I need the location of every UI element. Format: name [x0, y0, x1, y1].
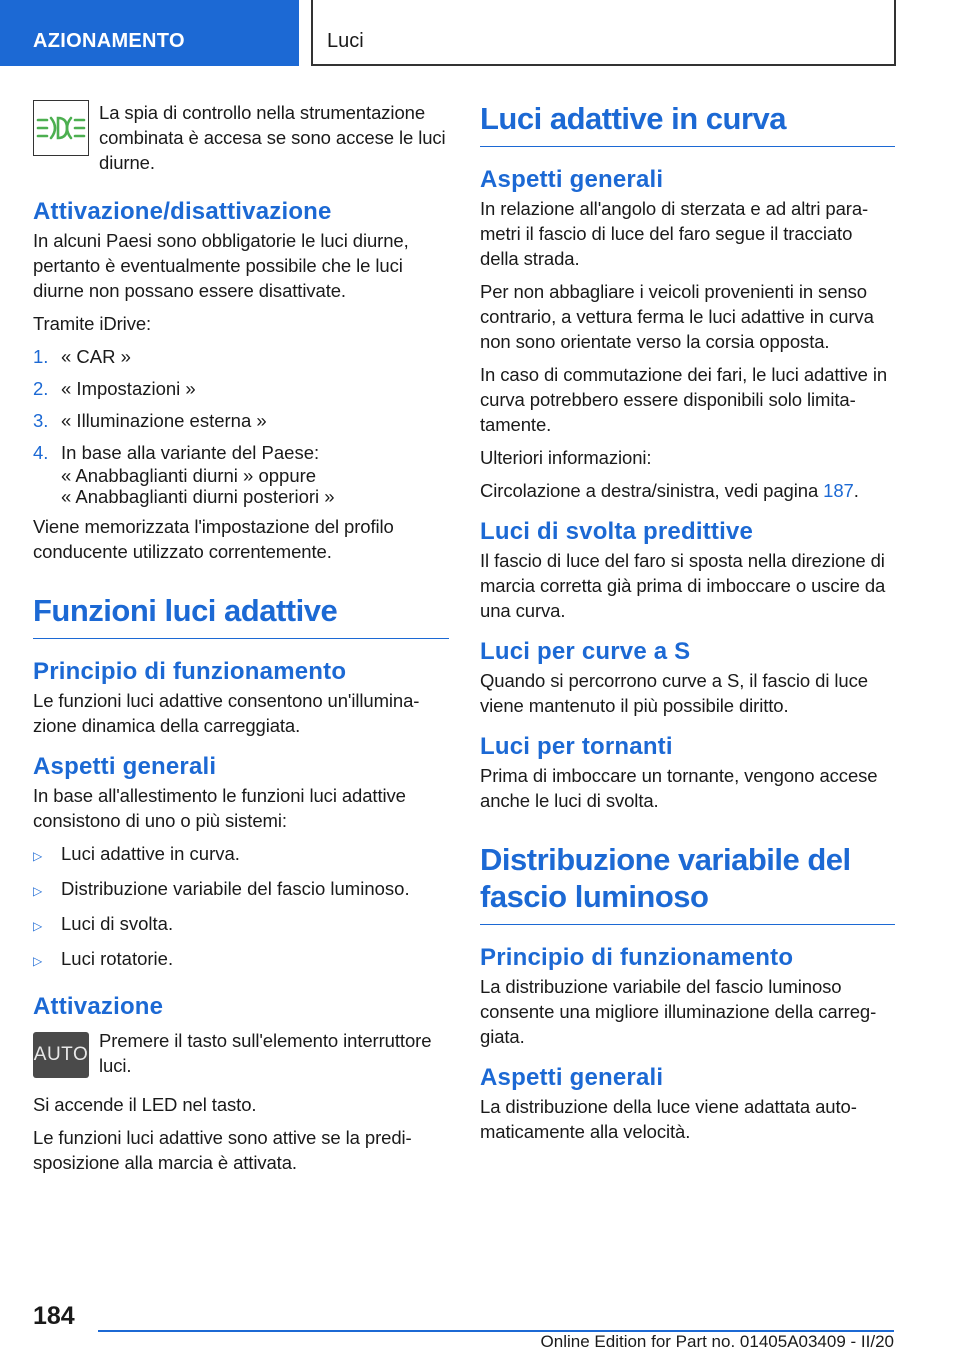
paragraph-principio: Le funzioni luci adattive consentono un'illuminazione dinamica della carreggiata.: [33, 690, 420, 736]
paragraph-idrive: Tramite iDrive:: [33, 313, 152, 334]
paragraph-5: Circolazione a destra/sinistra, vedi pagina 187.: [480, 480, 859, 501]
auto-button-row: [33, 1028, 449, 1078]
list-item: ▷ Luci rotatorie.: [33, 946, 449, 974]
heading-luci-svolta-predittive: Luci di svolta predittive: [480, 518, 754, 545]
list-item: 4. In base alla variante del Paese: « Anabbaglianti diurni » oppure « Anabbaglianti diurni posteriori »: [33, 442, 335, 507]
heading-luci-adattive-curva: Luci adattive in curva: [480, 100, 895, 147]
page-header: [0, 0, 960, 66]
paragraph-principio: La distribuzione variabile del fascio luminoso consente una migliore illuminazione della carreggiata.: [480, 976, 877, 1047]
triangle-bullet-icon: ▷: [33, 884, 43, 898]
list-item: ▷ Distribuzione variabile del fascio luminoso.: [33, 876, 449, 904]
heading-activation: Attivazione/disattivazione: [33, 198, 332, 225]
paragraph-aspetti: In base all'allestimento le funzioni luci adattive consistono di uno o più sistemi:: [33, 785, 406, 831]
paragraph-aspetti-2: La distribuzione della luce viene adattata automaticamente alla velocità.: [480, 1096, 857, 1142]
triangle-bullet-icon: ▷: [33, 954, 43, 968]
intro-text: La spia di controllo nella strumentazione combinata è accesa se sono accese le luci diurne.: [99, 102, 446, 173]
heading-distribuzione-variabile: Distribuzione variabile del fascio luminoso: [480, 841, 895, 925]
paragraph-curve-s: Quando si percorrono curve a S, il fascio di luce viene mantenuto il più possibile diritto.: [480, 670, 868, 716]
footer-edition: Online Edition for Part no. 01405A03409 - II/20: [540, 1332, 894, 1351]
section-tab: AZIONAMENTO: [0, 0, 299, 66]
heading-aspetti-generali-2: Aspetti generali: [480, 1064, 664, 1091]
idrive-steps: [33, 344, 449, 507]
paragraph-led: Si accende il LED nel tasto.: [33, 1094, 257, 1115]
page-number: 184: [33, 1302, 75, 1330]
heading-aspetti-generali: Aspetti generali: [33, 753, 217, 780]
left-column: [33, 100, 449, 1183]
paragraph-activation: In alcuni Paesi sono obbligatorie le luci diurne, pertanto è eventualmente possibile che le luci diurne non possano essere disattivate.: [33, 230, 409, 301]
list-item: ▷ Luci adattive in curva.: [33, 841, 449, 869]
heading-aspetti-generali: Aspetti generali: [480, 166, 664, 193]
paragraph-3: In caso di commutazione dei fari, le luci adattive in curva potrebbero essere disponibili solo limitatamente.: [480, 364, 888, 435]
triangle-bullet-icon: ▷: [33, 849, 43, 863]
paragraph-predisposizione: Le funzioni luci adattive sono attive se la predisposizione alla marcia è attivata.: [33, 1127, 412, 1173]
heading-principio: Principio di funzionamento: [33, 658, 347, 685]
paragraph-1: In relazione all'angolo di sterzata e ad altri parametri il fascio di luce del faro segue il tracciato della strada.: [480, 198, 869, 269]
paragraph-svolta: Il fascio di luce del faro si sposta nella direzione di marcia corretta già prima di imboccare o uscire da una curva.: [480, 550, 886, 621]
chapter-tab: Luci: [311, 0, 896, 66]
heading-luci-tornanti: Luci per tornanti: [480, 733, 673, 760]
heading-funzioni-luci-adattive: Funzioni luci adattive: [33, 592, 449, 639]
auto-button-icon: AUTO: [33, 1032, 89, 1078]
heading-attivazione: Attivazione: [33, 993, 164, 1020]
heading-principio: Principio di funzionamento: [480, 944, 794, 971]
right-column: [480, 100, 895, 1152]
list-item: 1. « CAR »: [33, 346, 131, 367]
paragraph-auto: Premere il tasto sull'elemento interruttore luci.: [99, 1030, 432, 1076]
paragraph-tornanti: Prima di imboccare un tornante, vengono accese anche le luci di svolta.: [480, 765, 878, 811]
heading-luci-curve-s: Luci per curve a S: [480, 638, 691, 665]
paragraph-2: Per non abbagliare i veicoli provenienti in senso contrario, a vettura ferma le luci adattive in curva non sono orientate verso la corsia opposta.: [480, 281, 874, 352]
list-item: 2. « Impostazioni »: [33, 378, 196, 399]
daytime-running-lights-icon: [33, 100, 89, 156]
list-item: 3. « Illuminazione esterna »: [33, 410, 267, 431]
systems-list: [33, 841, 449, 974]
paragraph-4: Ulteriori informazioni:: [480, 447, 652, 468]
list-item: ▷ Luci di svolta.: [33, 911, 449, 939]
page-link[interactable]: 187: [823, 480, 854, 501]
paragraph-memo: Viene memorizzata l'impostazione del profilo conducente utilizzato correntemente.: [33, 516, 394, 562]
triangle-bullet-icon: ▷: [33, 919, 43, 933]
daylight-indicator-row: [33, 100, 449, 175]
